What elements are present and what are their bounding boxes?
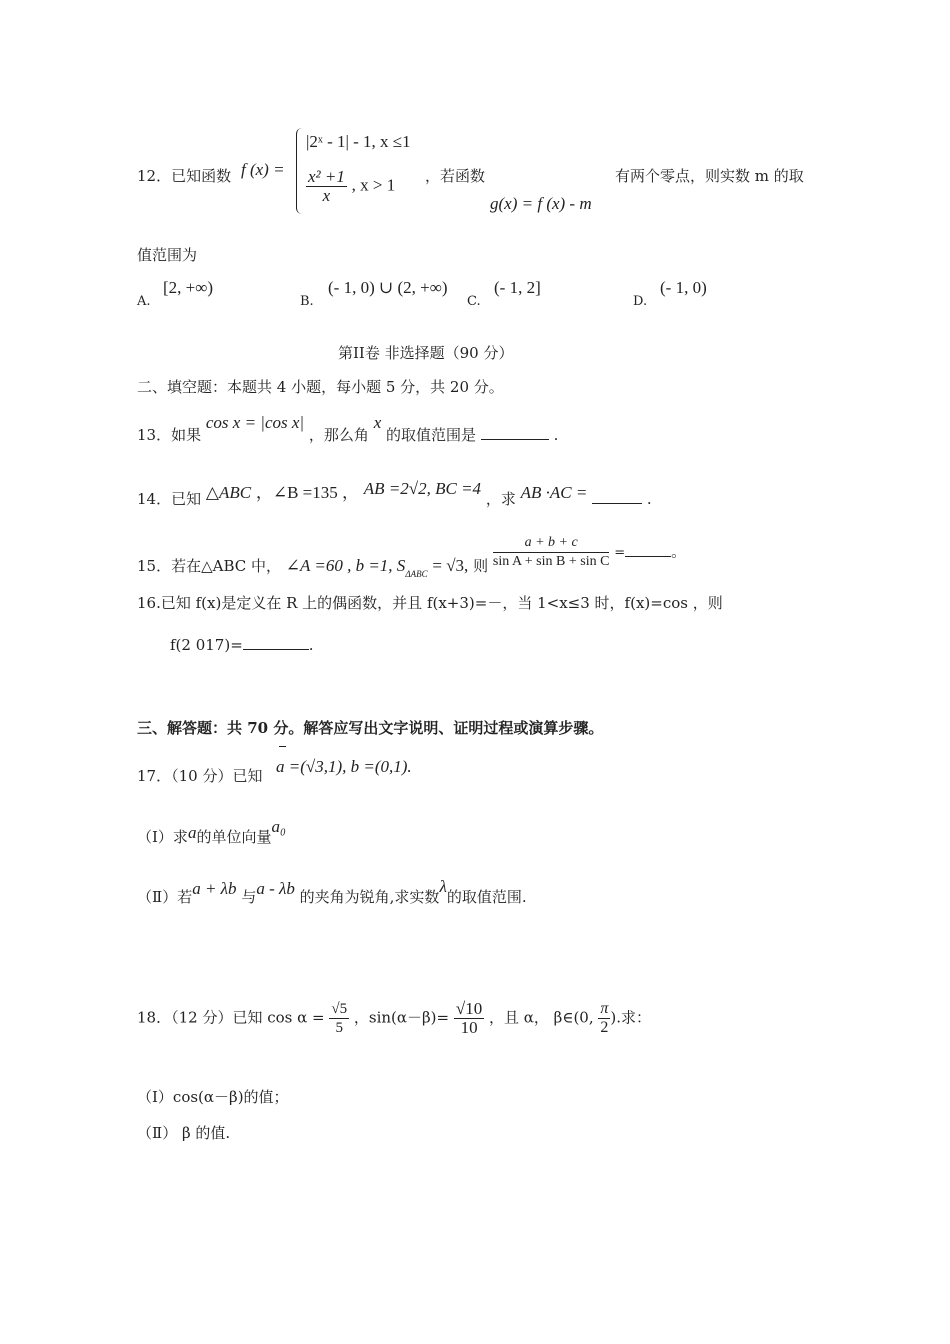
q18-part2: （Ⅱ） β 的值. bbox=[137, 1124, 231, 1142]
q18-line bbox=[137, 1000, 651, 1037]
q12-option-c-value: (- 1, 2] bbox=[494, 278, 541, 297]
q12-mid-text: ，若函数 bbox=[425, 167, 486, 185]
q17-p1-a: a bbox=[187, 823, 197, 842]
q17-p2-pre: （Ⅱ）若 bbox=[137, 888, 193, 906]
q15-answer-blank bbox=[625, 555, 671, 557]
q18-frac2-num: √10 bbox=[455, 999, 483, 1018]
q18-number: 18．（12 分）已知 cos α = bbox=[137, 1008, 325, 1027]
q17-p2-e2: a - λb bbox=[256, 879, 295, 898]
q17-p1-pre: （Ⅰ）求 bbox=[137, 828, 188, 846]
q12-option-b-value: (- 1, 0) ∪ (2, +∞) bbox=[328, 278, 448, 297]
q18-frac2-den: 10 bbox=[460, 1018, 478, 1037]
q16-line-1: 16.已知 f(x)是定义在 R 上的偶函数，并且 f(x+3)=－，当 1<x≤3 时，f(x)=cos ，则 bbox=[137, 594, 723, 612]
q12-tail-text: 有两个零点，则实数 m 的取 bbox=[615, 167, 804, 185]
q17-p2-e1: a + λb bbox=[192, 879, 237, 898]
q17-p2-tail: 的取值范围. bbox=[446, 888, 527, 906]
q12-option-c-letter: C. bbox=[467, 294, 481, 309]
q12-case2-den: x bbox=[322, 186, 331, 205]
q14-ask: ，求 bbox=[485, 490, 516, 508]
q15-ze: 则 bbox=[473, 556, 489, 575]
q13-tail: 的取值范围是 bbox=[386, 426, 477, 444]
q15-end: 。 bbox=[671, 542, 687, 561]
q12-brace bbox=[296, 128, 305, 214]
q15-sub: ΔABC bbox=[405, 568, 428, 579]
q12-case2 bbox=[306, 168, 395, 205]
q14-sides: AB =2√2, BC =4 bbox=[363, 479, 482, 498]
q12-option-d-letter: D. bbox=[633, 294, 648, 309]
q18-frac-2 bbox=[454, 1000, 484, 1037]
q16-expr: f(2 017)= bbox=[170, 636, 243, 654]
q18-frac3-num: π bbox=[600, 1000, 609, 1017]
q12-option-a-letter: A. bbox=[137, 294, 151, 309]
q12-gx: g(x) = f (x) - m bbox=[490, 194, 592, 213]
q16-end: . bbox=[308, 636, 314, 654]
q13-line bbox=[137, 412, 559, 444]
q17-p2-and: 与 bbox=[241, 888, 257, 906]
part2-title: 第II卷 非选择题（90 分） bbox=[338, 344, 514, 362]
q18-part1: （Ⅰ）cos(α－β)的值； bbox=[137, 1088, 289, 1106]
q14-number: 14．已知 bbox=[137, 490, 202, 508]
q18-frac-1 bbox=[329, 1000, 349, 1037]
q12-case2-num: x² +1 bbox=[308, 167, 345, 186]
q12-fx: f (x) = bbox=[241, 160, 285, 179]
q13-expr: cos x = |cos x| bbox=[205, 413, 305, 432]
q15-frac-num: a + b + c bbox=[493, 534, 610, 553]
q18-frac3-den: 2 bbox=[600, 1019, 609, 1036]
q14-line bbox=[137, 478, 652, 508]
q12-tail-text-2: 值范围为 bbox=[137, 246, 198, 264]
q17-vectors: a =(√3,1), b =(0,1). bbox=[276, 757, 412, 776]
q18-frac1-den: 5 bbox=[335, 1020, 343, 1036]
q18-mid2: ，且 α， β∈(0, bbox=[489, 1008, 594, 1027]
part2-intro: 二、填空题：本题共 4 小题，每小题 5 分，共 20 分。 bbox=[137, 378, 504, 396]
q14-end: . bbox=[646, 490, 652, 508]
q12-option-b-letter: B. bbox=[300, 294, 314, 309]
q17-number: 17．（10 分）已知 bbox=[137, 767, 263, 785]
part3-intro: 三、解答题：共 70 分。解答应写出文字说明、证明过程或演算步骤。 bbox=[137, 719, 604, 737]
q16-answer-blank bbox=[243, 648, 309, 650]
q14-angle: ，∠B =135 ， bbox=[255, 483, 360, 502]
q12-number: 12．已知函数 bbox=[137, 167, 232, 185]
q14-triangle: △ABC bbox=[205, 483, 252, 502]
q12-case1: |2ˣ - 1| - 1, x ≤1 bbox=[306, 132, 411, 151]
q14-dot: AB ·AC = bbox=[520, 483, 588, 502]
q15-frac-den: sin A + sin B + sin C bbox=[492, 554, 610, 569]
q13-number: 13．如果 bbox=[137, 426, 202, 444]
q17-part2 bbox=[137, 877, 527, 906]
q13-answer-blank bbox=[481, 438, 549, 440]
q17-p1-a0: a₀ bbox=[271, 817, 286, 836]
q17-p2-lambda: λ bbox=[439, 877, 447, 896]
q17-part1 bbox=[137, 817, 286, 846]
q15-fraction bbox=[493, 534, 610, 571]
q13-end: . bbox=[553, 426, 559, 444]
q18-tail: ).求： bbox=[610, 1008, 652, 1027]
q12-option-a-value: [2, +∞) bbox=[163, 278, 214, 297]
q16-line-2 bbox=[170, 636, 314, 654]
q13-var: x bbox=[373, 413, 382, 432]
q15-cond2: = √3, bbox=[432, 555, 469, 575]
q17-p2-mid: 的夹角为锐角,求实数 bbox=[299, 888, 440, 906]
q12-case2-cond: , x > 1 bbox=[351, 175, 396, 195]
q17-vec-bar bbox=[279, 746, 286, 747]
q18-mid: ，sin(α－β)= bbox=[353, 1008, 450, 1027]
q15-cond: ∠A =60 , b =1, S bbox=[285, 555, 406, 575]
q15-eq: = bbox=[614, 545, 626, 561]
q13-mid: ，那么角 bbox=[308, 426, 369, 444]
q18-frac1-num: √5 bbox=[331, 1001, 348, 1017]
q14-answer-blank bbox=[592, 502, 642, 504]
q15-number: 15．若在△ABC 中， bbox=[137, 556, 282, 575]
q18-frac-3 bbox=[598, 1000, 610, 1037]
q12-option-d-value: (- 1, 0) bbox=[660, 278, 707, 297]
q17-p1-mid: 的单位向量 bbox=[196, 828, 272, 846]
